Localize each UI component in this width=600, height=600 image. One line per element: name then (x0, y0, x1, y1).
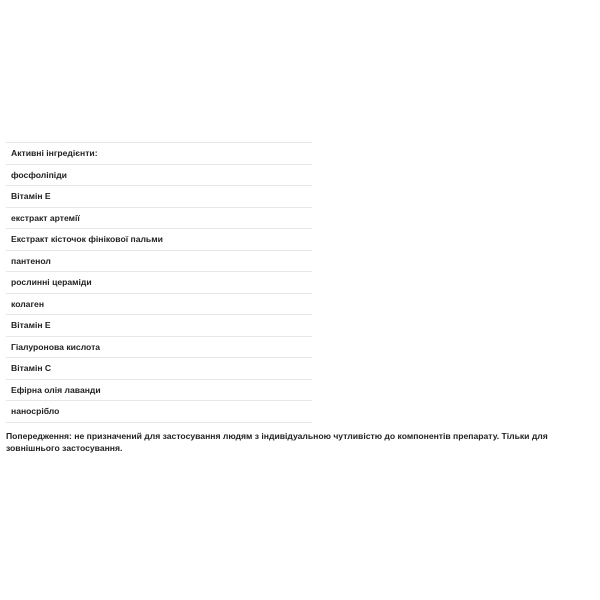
ingredient-cell: рослинні цераміди (6, 272, 312, 294)
ingredient-cell: Вітамін Е (6, 315, 312, 337)
table-row (6, 401, 312, 423)
table-row (6, 250, 312, 272)
ingredient-cell: фосфоліпіди (6, 164, 312, 186)
table-row (6, 379, 312, 401)
table-row (6, 164, 312, 186)
ingredient-cell: Екстракт кісточок фінікової пальми (6, 229, 312, 251)
table-row (6, 293, 312, 315)
ingredient-cell: колаген (6, 293, 312, 315)
ingredients-table (6, 142, 312, 423)
table-row (6, 315, 312, 337)
table-row (6, 229, 312, 251)
ingredient-cell: наносрібло (6, 401, 312, 423)
ingredient-cell: Гіалуронова кислота (6, 336, 312, 358)
ingredient-cell: Вітамін Е (6, 186, 312, 208)
ingredient-cell: Вітамін С (6, 358, 312, 380)
ingredients-header: Активні інгредієнти: (6, 143, 312, 165)
table-row (6, 207, 312, 229)
ingredient-cell: пантенол (6, 250, 312, 272)
warning-text: Попередження: не призначений для застосування людям з індивідуальною чутливістю до компонентів препарату. Тільки для зовнішнього застосування. (6, 431, 548, 453)
table-row (6, 186, 312, 208)
table-row (6, 272, 312, 294)
ingredient-cell: Ефірна олія лаванди (6, 379, 312, 401)
table-header-row (6, 143, 312, 165)
table-row (6, 358, 312, 380)
ingredient-cell: екстракт артемії (6, 207, 312, 229)
table-row (6, 336, 312, 358)
